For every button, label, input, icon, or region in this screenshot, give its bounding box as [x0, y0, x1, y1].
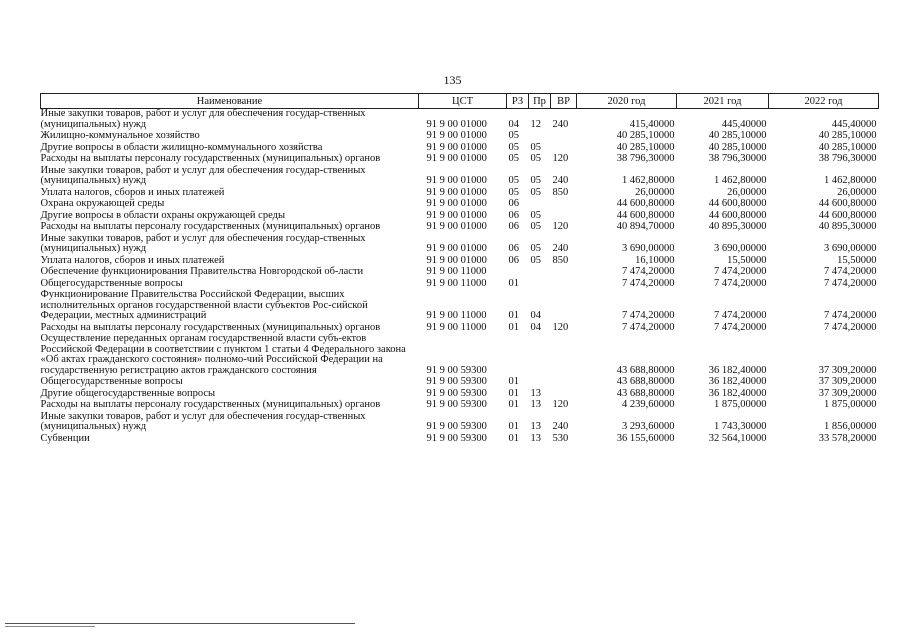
cell-cst: 91 9 00 01000	[426, 153, 487, 164]
cell-pr: 05	[530, 209, 541, 221]
cell-name: Уплата налогов, сборов и иных платежей	[40, 254, 225, 266]
cell-2022: 33 578,20000	[818, 432, 877, 444]
cell-rz: 06	[508, 221, 519, 232]
header-name: Наименование	[41, 94, 419, 109]
cell-pr: 05	[530, 153, 541, 164]
cell-2020: 16,10000	[635, 254, 675, 266]
cell-cst: 91 9 00 01000	[426, 141, 487, 153]
cell-name: Иные закупки товаров, работ и услуг для обеспечения государ-ственных (муниципальных) нужд	[40, 232, 366, 254]
cell-2021: 7 474,20000	[714, 321, 767, 333]
cell-2021: 40 285,10000	[708, 130, 767, 141]
cell-cst: 91 9 00 01000	[426, 221, 487, 232]
header-2022: 2022 год	[769, 94, 879, 109]
cell-cst: 91 9 00 59300	[426, 421, 487, 432]
cell-2021: 7 474,20000	[714, 310, 767, 321]
cell-vr: 120	[552, 221, 569, 232]
cell-pr: 05	[530, 141, 541, 153]
cell-vr	[551, 267, 577, 279]
cell-name: Охрана окружающей среды	[40, 198, 165, 209]
cell-vr: 240	[552, 118, 569, 130]
cell-2021: 1 462,80000	[714, 175, 767, 186]
cell-name: Общегосударственные вопросы	[40, 376, 183, 387]
cell-2021: 44 600,80000	[708, 209, 767, 221]
cell-2020: 26,00000	[635, 186, 675, 198]
table-row	[41, 290, 879, 323]
cell-name: Обеспечение функционирования Правительства Новгородской об-ласти	[40, 266, 364, 277]
cell-cst: 91 9 00 11000	[426, 277, 487, 289]
cell-pr	[529, 267, 551, 279]
cell-2020: 44 600,80000	[616, 198, 675, 209]
cell-rz: 01	[508, 432, 519, 444]
cell-name: Иные закупки товаров, работ и услуг для обеспечения государ-ственных (муниципальных) нужд	[40, 164, 366, 186]
cell-rz: 05	[508, 130, 519, 141]
cell-rz: 06	[508, 198, 519, 209]
cell-2022: 1 462,80000	[824, 175, 877, 186]
cell-2022: 7 474,20000	[824, 277, 877, 289]
cell-cst: 91 9 00 59300	[426, 399, 487, 410]
cell-vr	[551, 377, 577, 389]
cell-pr	[529, 279, 551, 291]
cell-pr: 04	[530, 310, 541, 321]
cell-cst: 91 9 00 01000	[426, 209, 487, 221]
cell-pr: 13	[530, 399, 541, 410]
cell-2020: 44 600,80000	[616, 209, 675, 221]
cell-name: Расходы на выплаты персоналу государственных (муниципальных) органов	[40, 153, 381, 164]
cell-vr: 120	[552, 153, 569, 164]
cell-2020: 3 690,00000	[622, 243, 675, 254]
table-row	[41, 109, 879, 132]
cell-pr	[529, 131, 551, 143]
table-row	[41, 434, 879, 446]
cell-vr	[551, 290, 577, 323]
footer-rule	[5, 623, 355, 624]
cell-2022: 445,40000	[831, 118, 877, 130]
cell-pr: 05	[530, 221, 541, 232]
header-vr: ВР	[551, 94, 577, 109]
cell-2022: 40 895,30000	[818, 221, 877, 232]
cell-2020: 40 285,10000	[616, 130, 675, 141]
cell-2022: 40 285,10000	[818, 141, 877, 153]
cell-2021: 1 743,30000	[714, 421, 767, 432]
cell-cst: 91 9 00 59300	[426, 432, 487, 444]
table-row	[41, 377, 879, 389]
cell-2020: 7 474,20000	[622, 321, 675, 333]
cell-2022: 40 285,10000	[818, 130, 877, 141]
header-rz: РЗ	[507, 94, 529, 109]
cell-rz	[507, 334, 529, 377]
table-row	[41, 334, 879, 377]
cell-name: Субвенции	[40, 432, 90, 444]
table-body	[41, 109, 879, 446]
cell-cst: 91 9 00 01000	[426, 118, 487, 130]
cell-pr	[529, 199, 551, 211]
cell-2022: 38 796,30000	[818, 153, 877, 164]
cell-name: Иные закупки товаров, работ и услуг для обеспечения государ-ственных (муниципальных) нужд	[40, 108, 366, 130]
cell-name: Другие вопросы в области жилищно-коммунального хозяйства	[40, 141, 323, 153]
cell-name: Расходы на выплаты персоналу государственных (муниципальных) органов	[40, 321, 381, 333]
cell-rz: 06	[508, 209, 519, 221]
cell-2021: 36 182,40000	[708, 387, 767, 399]
cell-rz: 06	[508, 254, 519, 266]
cell-2022: 37 309,20000	[818, 387, 877, 399]
table-row	[41, 222, 879, 234]
cell-2020: 43 688,80000	[616, 364, 675, 376]
cell-2022: 7 474,20000	[824, 310, 877, 321]
cell-2021: 1 875,00000	[714, 399, 767, 410]
cell-2021: 445,40000	[721, 118, 767, 130]
cell-rz: 05	[508, 153, 519, 164]
cell-2021: 3 690,00000	[714, 243, 767, 254]
table-row	[41, 154, 879, 166]
budget-table	[40, 93, 879, 445]
table-row	[41, 166, 879, 188]
cell-pr: 05	[530, 243, 541, 254]
cell-name: Другие общегосударственные вопросы	[40, 387, 216, 399]
cell-rz	[507, 267, 529, 279]
cell-name: Расходы на выплаты персоналу государственных (муниципальных) органов	[40, 399, 381, 410]
cell-pr: 04	[530, 321, 541, 333]
cell-cst: 91 9 00 59300	[426, 364, 487, 376]
cell-2020: 36 155,60000	[616, 432, 675, 444]
cell-name: Функционирование Правительства Российской Федерации, высших исполнительных органов государственной власти субъектов Рос-сийской Федерации, местных администраций	[40, 289, 368, 321]
cell-2020: 43 688,80000	[616, 376, 675, 387]
cell-2020: 3 293,60000	[622, 421, 675, 432]
cell-2020: 40 894,70000	[616, 221, 675, 232]
cell-name: Другие вопросы в области охраны окружающей среды	[40, 209, 285, 221]
cell-name: Расходы на выплаты персоналу государственных (муниципальных) органов	[40, 221, 381, 232]
cell-2022: 37 309,20000	[818, 364, 877, 376]
cell-2020: 7 474,20000	[622, 277, 675, 289]
cell-2020: 40 285,10000	[616, 141, 675, 153]
cell-vr: 850	[552, 254, 569, 266]
cell-vr: 120	[552, 399, 569, 410]
cell-vr: 120	[552, 321, 569, 333]
cell-2022: 37 309,20000	[818, 376, 877, 387]
cell-pr: 13	[530, 432, 541, 444]
cell-2022: 7 474,20000	[824, 321, 877, 333]
cell-rz: 01	[508, 399, 519, 410]
cell-vr: 850	[552, 186, 569, 198]
cell-2020: 1 462,80000	[622, 175, 675, 186]
cell-pr: 13	[530, 387, 541, 399]
cell-2022: 1 875,00000	[824, 399, 877, 410]
table-row	[41, 199, 879, 211]
cell-rz: 05	[508, 186, 519, 198]
cell-cst: 91 9 00 01000	[426, 186, 487, 198]
cell-vr	[551, 131, 577, 143]
cell-2022: 26,00000	[837, 186, 877, 198]
cell-name: Жилищно-коммунальное хозяйство	[40, 130, 200, 141]
cell-rz: 01	[508, 421, 519, 432]
cell-2020: 4 239,60000	[622, 399, 675, 410]
cell-2020: 415,40000	[629, 118, 675, 130]
cell-2022: 1 856,00000	[824, 421, 877, 432]
cell-2020: 43 688,80000	[616, 387, 675, 399]
header-pr: Пр	[529, 94, 551, 109]
cell-rz: 06	[508, 243, 519, 254]
cell-pr	[529, 377, 551, 389]
cell-2021: 40 895,30000	[708, 221, 767, 232]
cell-pr: 05	[530, 254, 541, 266]
cell-cst: 91 9 00 59300	[426, 376, 487, 387]
table-row	[41, 131, 879, 143]
cell-vr: 240	[552, 421, 569, 432]
cell-cst: 91 9 00 01000	[426, 198, 487, 209]
cell-vr	[551, 334, 577, 377]
cell-vr: 530	[552, 432, 569, 444]
footer-rule-short	[5, 626, 95, 627]
header-2020: 2020 год	[577, 94, 677, 109]
cell-2022: 7 474,20000	[824, 266, 877, 277]
cell-pr	[529, 334, 551, 377]
cell-rz: 01	[508, 277, 519, 289]
cell-name: Уплата налогов, сборов и иных платежей	[40, 186, 225, 198]
cell-2020: 38 796,30000	[616, 153, 675, 164]
cell-vr	[551, 279, 577, 291]
cell-rz: 01	[508, 321, 519, 333]
cell-rz: 05	[508, 141, 519, 153]
cell-2020: 7 474,20000	[622, 310, 675, 321]
cell-rz: 01	[508, 376, 519, 387]
header-cst: ЦСТ	[419, 94, 507, 109]
cell-2021: 36 182,40000	[708, 376, 767, 387]
page-number: 135	[443, 73, 462, 87]
cell-2021: 7 474,20000	[714, 266, 767, 277]
cell-vr: 240	[552, 243, 569, 254]
cell-2022: 15,50000	[837, 254, 877, 266]
cell-rz: 01	[508, 310, 519, 321]
cell-cst: 91 9 00 01000	[426, 254, 487, 266]
cell-cst: 91 9 00 59300	[426, 387, 487, 399]
table-row	[41, 267, 879, 279]
cell-vr: 240	[552, 175, 569, 186]
cell-rz: 05	[508, 175, 519, 186]
table-row	[41, 412, 879, 434]
cell-pr: 05	[530, 175, 541, 186]
cell-cst: 91 9 00 11000	[426, 321, 487, 333]
cell-2021: 44 600,80000	[708, 198, 767, 209]
cell-2022: 44 600,80000	[818, 209, 877, 221]
cell-pr: 12	[530, 118, 541, 130]
cell-rz: 04	[508, 118, 519, 130]
table-header-row	[41, 94, 879, 109]
table-row	[41, 234, 879, 256]
cell-2020: 7 474,20000	[622, 266, 675, 277]
cell-2021: 40 285,10000	[708, 141, 767, 153]
cell-2021: 15,50000	[727, 254, 767, 266]
header-2021: 2021 год	[677, 94, 769, 109]
cell-name: Иные закупки товаров, работ и услуг для обеспечения государ-ственных (муниципальных) нужд	[40, 410, 366, 432]
cell-2021: 38 796,30000	[708, 153, 767, 164]
cell-2021: 32 564,10000	[708, 432, 767, 444]
cell-2022: 44 600,80000	[818, 198, 877, 209]
cell-rz: 01	[508, 387, 519, 399]
cell-cst: 91 9 00 11000	[426, 310, 487, 321]
cell-cst: 91 9 00 01000	[426, 243, 487, 254]
cell-pr: 05	[530, 186, 541, 198]
cell-2021: 36 182,40000	[708, 364, 767, 376]
table-row	[41, 400, 879, 412]
cell-vr	[551, 199, 577, 211]
cell-2021: 7 474,20000	[714, 277, 767, 289]
cell-name: Общегосударственные вопросы	[40, 277, 183, 289]
cell-2022: 3 690,00000	[824, 243, 877, 254]
cell-cst: 91 9 00 01000	[426, 130, 487, 141]
cell-pr: 13	[530, 421, 541, 432]
cell-name: Осуществление переданных органам государственной власти субъ-ектов Российской Федерации в соответствии с пунктом 1 статьи 4 Федерального закона «Об актах гражданского состояния» полномо-чий Российской Федерации на государственную регистрацию актов гражданского состояния	[40, 333, 406, 376]
cell-cst: 91 9 00 11000	[426, 266, 487, 277]
cell-2021: 26,00000	[727, 186, 767, 198]
cell-cst: 91 9 00 01000	[426, 175, 487, 186]
